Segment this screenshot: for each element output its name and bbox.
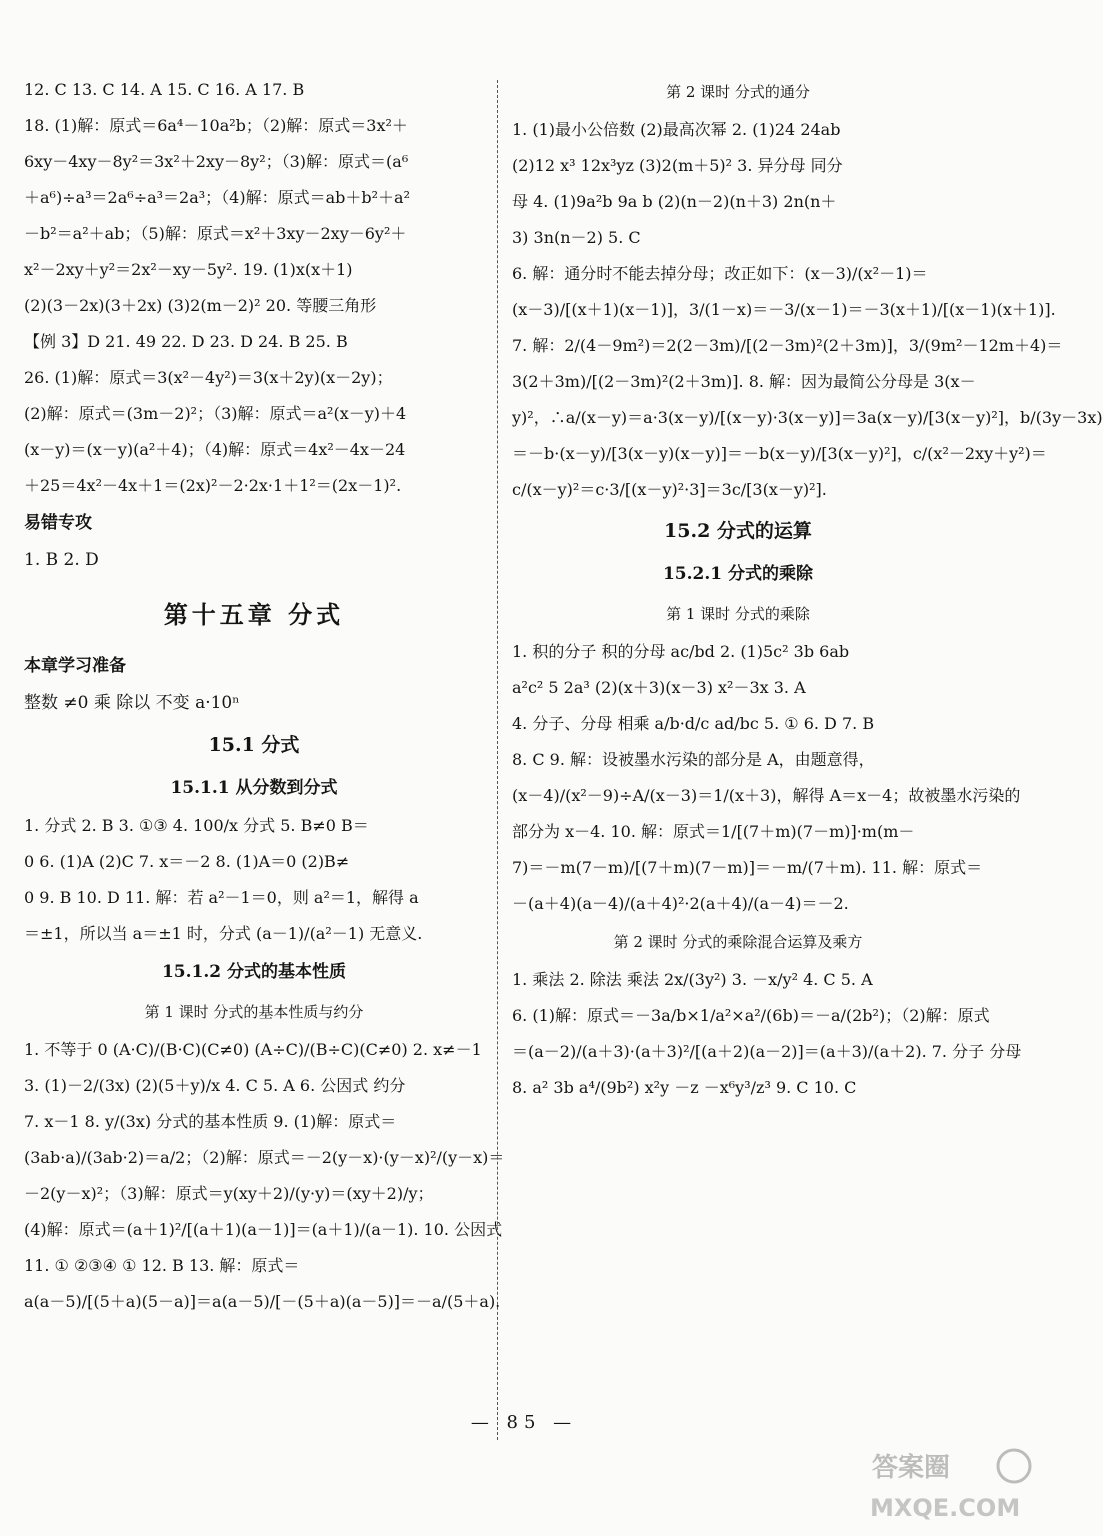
answer-line: 【例 3】D 21. 49 22. D 23. D 24. B 25. B <box>24 332 348 351</box>
answer-line: 部分为 x－4. 10. 解：原式＝1/[(7＋m)(7－m)]·m(m－ <box>512 822 915 841</box>
answer-line: 6. 解：通分时不能去掉分母；改正如下：(x－3)/(x²－1)＝ <box>512 264 928 283</box>
answer-line: 11. ① ②③④ ① 12. B 13. 解：原式＝ <box>24 1256 300 1275</box>
answer-line: 3. (1)－2/(3x) (2)(5＋y)/x 4. C 5. A 6. 公因式 约分 <box>24 1076 406 1095</box>
prep-answers: 整数 ≠0 乘 除以 不变 a·10ⁿ <box>24 693 240 713</box>
answer-line: (x－4)/(x²－9)÷A/(x－3)＝1/(x＋3)，解得 A＝x－4；故被墨水污染的 <box>512 786 1021 805</box>
answers-15-1-1 <box>24 808 484 952</box>
answer-line: 7)＝－m(7－m)/[(7＋m)(7－m)]＝－m/(7＋m). 11. 解：原式＝ <box>512 858 983 877</box>
watermark-url: MXQE.COM <box>870 1494 1021 1522</box>
answer-line: 1. 积的分子 积的分母 ac/bd 2. (1)5c² 3b 6ab <box>512 642 850 661</box>
answer-line: 3) 3n(n－2) 5. C <box>512 228 641 247</box>
answers-15-1-2 <box>24 1032 505 1320</box>
lesson-title: 第 1 课时 分式的乘除 <box>666 605 810 623</box>
answers-chengchu <box>512 634 1021 922</box>
answer-line: (4)解：原式＝(a＋1)²/[(a＋1)(a－1)]＝(a＋1)/(a－1). 10. 公因式 <box>24 1220 503 1239</box>
chapter-title: 第十五章 分式 <box>163 600 345 629</box>
answer-line: －(a＋4)(a－4)/(a＋4)²·2(a＋4)/(a－4)＝－2. <box>512 894 849 913</box>
answer-line: 1. 乘法 2. 除法 乘法 2x/(3y²) 3. －x/y² 4. C 5. A <box>512 970 873 989</box>
column-divider <box>497 80 498 1440</box>
answer-line: 3(2＋3m)/[(2－3m)²(2＋3m)]. 8. 解：因为最简公分母是 3(x－ <box>512 372 976 391</box>
answer-line: (x－3)/[(x＋1)(x－1)]，3/(1－x)＝－3/(x－1)＝－3(x＋1)/[(x－1)(x＋1)]. <box>512 300 1056 319</box>
answer-line: ＝±1，所以当 a＝±1 时，分式 (a－1)/(a²－1) 无意义. <box>24 924 423 943</box>
answer-line: y)²，∴a/(x－y)＝a·3(x－y)/[(x－y)·3(x－y)]＝3a(x－y)/[3(x－y)²]，b/(3y－3x) <box>512 408 1103 427</box>
answer-line: 6. (1)解：原式＝－3a/b×1/a²×a²/(6b)＝－a/(2b²)；（2)解：原式 <box>512 1006 990 1025</box>
answer-line: 0 6. (1)A (2)C 7. x＝－2 8. (1)A＝0 (2)B≠ <box>24 852 350 871</box>
answer-line: 7. 解：2/(4－9m²)＝2(2－3m)/[(2－3m)²(2＋3m)]，3/(9m²－12m＋4)＝ <box>512 336 1063 355</box>
special-heading: 易错专攻 <box>24 513 92 533</box>
answer-line: 7. x－1 8. y/(3x) 分式的基本性质 9. (1)解：原式＝ <box>24 1112 397 1131</box>
lesson-title: 第 2 课时 分式的通分 <box>666 83 810 101</box>
answer-line: 18. (1)解：原式＝6a⁴－10a²b；（2)解：原式＝3x²＋ <box>24 116 408 135</box>
section-title: 15.2 分式的运算 <box>664 520 812 542</box>
answer-line: ＝－b·(x－y)/[3(x－y)(x－y)]＝－b(x－y)/[3(x－y)²]，c/(x²－2xy＋y²)＝ <box>512 444 1047 463</box>
answer-line: 1. (1)最小公倍数 (2)最高次幂 2. (1)24 24ab <box>512 120 841 139</box>
answer-line: ＝(a－2)/(a＋3)·(a＋3)²/[(a＋2)(a－2)]＝(a＋3)/(a＋2). 7. 分子 分母 <box>512 1042 1022 1061</box>
answers-tongfen <box>512 112 1103 508</box>
answer-line: ＋a⁶)÷a³＝2a⁶÷a³＝2a³；（4)解：原式＝ab＋b²＋a² <box>24 188 410 207</box>
right-column <box>512 72 1103 1106</box>
special-answers: 1. B 2. D <box>24 550 99 570</box>
section-title: 15.1 分式 <box>208 734 300 756</box>
answer-line: 母 4. (1)9a²b 9a b (2)(n－2)(n＋3) 2n(n＋ <box>512 192 837 211</box>
watermark-text: 答案圈 <box>872 1453 951 1483</box>
subsection-title: 15.1.2 分式的基本性质 <box>161 962 347 982</box>
answer-line: (2)12 x³ 12x³yz (3)2(m＋5)² 3. 异分母 同分 <box>512 156 843 175</box>
answer-line: 26. (1)解：原式＝3(x²－4y²)＝3(x＋2y)(x－2y)； <box>24 368 393 387</box>
answer-line: 12. C 13. C 14. A 15. C 16. A 17. B <box>24 80 305 99</box>
answer-line: 6xy－4xy－8y²＝3x²＋2xy－8y²；（3)解：原式＝(a⁶ <box>24 152 409 171</box>
lesson-title: 第 2 课时 分式的乘除混合运算及乘方 <box>613 933 863 951</box>
answer-line: 0 9. B 10. D 11. 解：若 a²－1＝0，则 a²＝1，解得 a <box>24 888 419 907</box>
lesson-title: 第 1 课时 分式的基本性质与约分 <box>144 1003 364 1021</box>
answer-line: 8. a² 3b a⁴/(9b²) x²y －z －x⁶y³/z³ 9. C 10. C <box>512 1078 857 1097</box>
watermark-logo <box>864 1438 1034 1528</box>
page-number: — 85 — <box>470 1412 578 1433</box>
answer-line: x²－2xy＋y²＝2x²－xy－5y². 19. (1)x(x＋1) <box>24 260 353 279</box>
answer-line: 1. 不等于 0 (A·C)/(B·C)(C≠0) (A÷C)/(B÷C)(C≠0) 2. x≠－1 <box>24 1040 482 1059</box>
answers-chapter-14-end <box>24 72 484 504</box>
watermark-seal-icon <box>998 1450 1030 1482</box>
answer-line: －2(y－x)²；（3)解：原式＝y(xy＋2)/(y·y)＝(xy＋2)/y； <box>24 1184 434 1203</box>
answer-line: (x－y)＝(x－y)(a²＋4)；（4)解：原式＝4x²－4x－24 <box>24 440 406 459</box>
answer-line: －b²＝a²＋ab；（5)解：原式＝x²＋3xy－2xy－6y²＋ <box>24 224 407 243</box>
answer-line: 8. C 9. 解：设被墨水污染的部分是 A，由题意得， <box>512 750 875 769</box>
answer-line: ＋25＝4x²－4x＋1＝(2x)²－2·2x·1＋1²＝(2x－1)². <box>24 476 402 495</box>
answer-line: (3ab·a)/(3ab·2)＝a/2；（2)解：原式＝－2(y－x)·(y－x)²/(y－x)＝ <box>24 1148 505 1167</box>
answer-line: c/(x－y)²＝c·3/[(x－y)²·3]＝3c/[3(x－y)²]. <box>512 480 827 499</box>
answers-hunhe <box>512 962 1022 1106</box>
answer-line: a²c² 5 2a³ (2)(x＋3)(x－3) x²－3x 3. A <box>512 678 806 697</box>
answer-line: a(a－5)/[(5＋a)(5－a)]＝a(a－5)/[－(5＋a)(a－5)]＝－a/(5＋a). <box>24 1292 501 1311</box>
subsection-title: 15.1.1 从分数到分式 <box>170 778 338 798</box>
subsection-title: 15.2.1 分式的乘除 <box>662 564 814 584</box>
answer-line: (2)(3－2x)(3＋2x) (3)2(m－2)² 20. 等腰三角形 <box>24 296 377 315</box>
left-column <box>24 72 505 1320</box>
answer-line: 4. 分子、分母 相乘 a/b·d/c ad/bc 5. ① 6. D 7. B <box>512 714 875 733</box>
answer-line: (2)解：原式＝(3m－2)²；（3)解：原式＝a²(x－y)＋4 <box>24 404 407 423</box>
answer-line: 1. 分式 2. B 3. ①③ 4. 100/x 分式 5. B≠0 B＝ <box>24 816 369 835</box>
prep-heading: 本章学习准备 <box>24 656 126 676</box>
